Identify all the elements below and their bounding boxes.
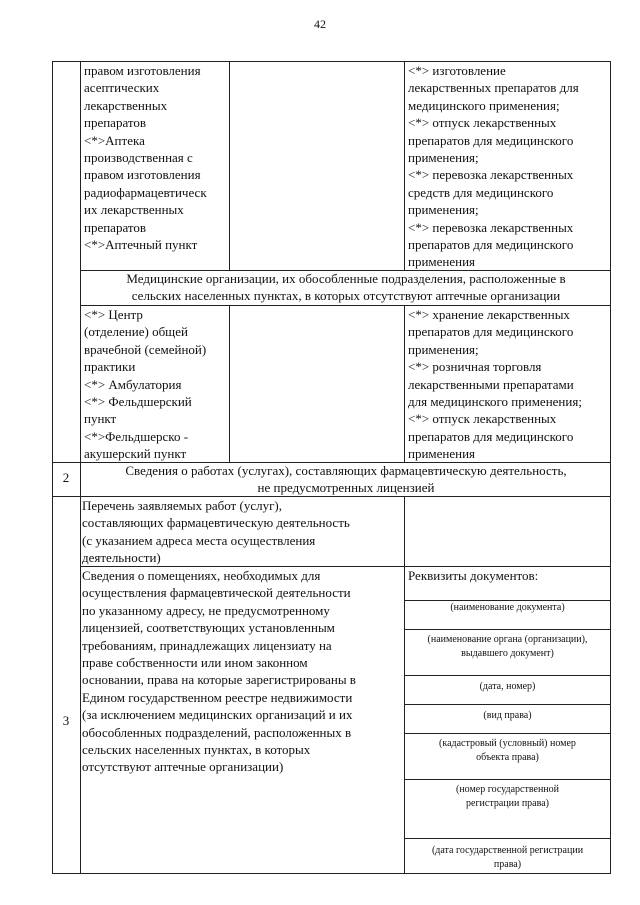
organization-types-cell: правом изготовления асептических лекарственных препаратов <*>Аптека производственная с правом изготовления радиофармацевтическ их лекарственных препаратов <*>Аптечный пункт xyxy=(84,63,207,253)
rural-activities-cell: <*> хранение лекарственных препаратов для медицинского применения; <*> розничная торговля лекарственными препаратами для медицинского применения; <*> отпуск лекарственных препаратов для медицинского применения xyxy=(408,307,582,462)
field-caption: (вид права) xyxy=(483,710,532,721)
column-divider xyxy=(80,61,81,874)
section-number: 2 xyxy=(62,470,70,485)
section2-works-label: Перечень заявляемых работ (услуг), составляющих фармацевтическую деятельность (с указанием адреса места осуществления деятельности) xyxy=(82,498,350,566)
field-line xyxy=(404,629,611,630)
field-line xyxy=(404,838,611,839)
field-line xyxy=(404,675,611,676)
field-line xyxy=(404,704,611,705)
document-details-title: Реквизиты документов: xyxy=(408,568,539,583)
field-caption: (наименование органа (организации), выдавшего документ) xyxy=(427,634,588,659)
rural-section-heading: Медицинские организации, их обособленные подразделения, расположенные в сельских населенных пунктах, в которых отсутствуют аптечные организации xyxy=(126,271,566,304)
field-caption: (дата государственной регистрации права) xyxy=(431,845,584,870)
rural-organization-types-cell: <*> Центр (отделение) общей врачебной (семейной) практики <*> Амбулатория <*> Фельдшерский пункт <*>Фельдшерско - акушерский пункт xyxy=(84,307,207,462)
page-number: 42 xyxy=(314,17,326,31)
column-divider xyxy=(404,61,405,270)
activities-cell: <*> изготовление лекарственных препаратов для медицинского применения; <*> отпуск лекарственных препаратов для медицинского применения; <*> перевозка лекарственных средств для медицинского применения; <*> перевозка лекарственных препаратов для медицинского применения xyxy=(408,63,579,270)
section2-heading: Сведения о работах (услугах), составляющих фармацевтическую деятельность, не предусмотренных лицензией xyxy=(125,463,567,496)
section3-premises-label: Сведения о помещениях, необходимых для осуществления фармацевтической деятельности по указанному адресу, не предусмотренному лицензией, соответствующих установленным требованиям, принадлежащих лицензиату на праве собственности или ином законном основании, права на которые зарегистрированы в Едином государственном реестре недвижимости (за исключением медицинских организаций и их обособленных подразделений, расположенных в сельских населенных пунктах, в которых отсутствуют аптечные организации) xyxy=(82,568,356,775)
field-caption: (кадастровый (условный) номер объекта права) xyxy=(439,738,576,763)
field-caption: (дата, номер) xyxy=(479,681,536,692)
field-line xyxy=(404,733,611,734)
column-divider xyxy=(229,305,230,462)
column-divider xyxy=(229,61,230,270)
section-number: 3 xyxy=(62,713,70,728)
field-line xyxy=(404,779,611,780)
field-caption: (номер государственной регистрации права) xyxy=(455,784,560,809)
field-caption: (наименование документа) xyxy=(450,602,565,613)
column-divider xyxy=(404,305,405,462)
